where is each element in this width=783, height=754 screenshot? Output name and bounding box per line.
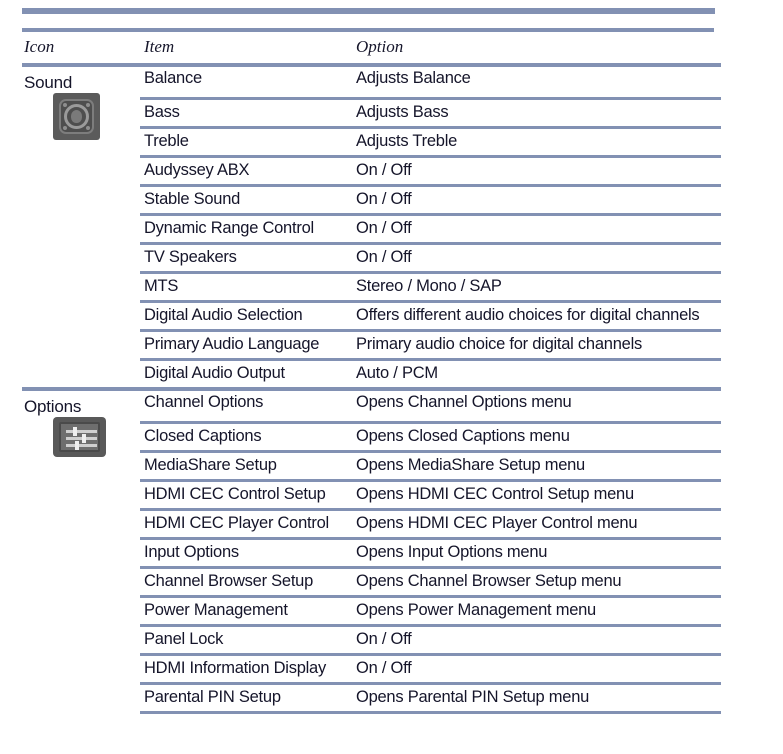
cell-icon-column: [22, 537, 140, 546]
options-sliders-icon: [53, 417, 106, 457]
section-divider: [22, 63, 721, 67]
speaker-screw: [86, 103, 90, 107]
row-divider: [140, 450, 721, 453]
row-divider: [140, 358, 721, 361]
cell-item: HDMI Information Display: [144, 659, 326, 677]
table-body: [22, 63, 721, 721]
table-row[interactable]: [22, 653, 721, 682]
cell-option: Offers different audio choices for digital channels: [356, 306, 700, 324]
cell-icon-column: [22, 358, 140, 367]
cell-option: Stereo / Mono / SAP: [356, 277, 502, 295]
row-divider: [140, 155, 721, 158]
table-section: [22, 387, 721, 721]
cell-option: On / Off: [356, 161, 412, 179]
cell-item: Power Management: [144, 601, 288, 619]
sound-speaker-icon: [53, 93, 100, 140]
table-row[interactable]: [22, 329, 721, 358]
table-row[interactable]: [22, 97, 721, 126]
cell-icon-column: [22, 300, 140, 309]
slider-knob: [82, 434, 86, 443]
row-divider: [140, 213, 721, 216]
row-divider: [140, 300, 721, 303]
slider-knob: [73, 427, 77, 436]
table-row[interactable]: [22, 155, 721, 184]
cell-option: On / Off: [356, 219, 412, 237]
cell-item: Channel Browser Setup: [144, 572, 314, 590]
table-row[interactable]: [22, 358, 721, 387]
cell-icon-column: [22, 508, 140, 517]
row-divider: [140, 126, 721, 129]
cell-item: TV Speakers: [144, 248, 237, 266]
cell-item: Dynamic Range Control: [144, 219, 314, 237]
table-row[interactable]: [22, 566, 721, 595]
table-row[interactable]: [22, 271, 721, 300]
speaker-screw: [63, 126, 67, 130]
table-row[interactable]: [22, 450, 721, 479]
section-divider: [22, 387, 721, 391]
row-divider: [140, 271, 721, 274]
table-row[interactable]: [22, 537, 721, 566]
section-label: Options: [24, 397, 82, 416]
table-row[interactable]: [22, 508, 721, 537]
row-divider: [140, 479, 721, 482]
cell-icon-column: [22, 184, 140, 193]
cell-icon-column: [22, 387, 140, 421]
table-row[interactable]: [22, 479, 721, 508]
cell-item: Closed Captions: [144, 427, 262, 445]
cell-icon-column: [22, 271, 140, 280]
cell-option: Primary audio choice for digital channels: [356, 335, 642, 353]
cell-item: Input Options: [144, 543, 239, 561]
row-divider: [140, 421, 721, 424]
row-divider: [140, 329, 721, 332]
cell-option: On / Off: [356, 659, 412, 677]
slider-track: [66, 430, 97, 433]
table-row[interactable]: [22, 126, 721, 155]
cell-item: Panel Lock: [144, 630, 224, 648]
table-row[interactable]: [22, 184, 721, 213]
speaker-screw: [86, 126, 90, 130]
cell-icon-column: [22, 653, 140, 662]
cell-item: Stable Sound: [144, 190, 241, 208]
cell-option: On / Off: [356, 190, 412, 208]
cell-option: Opens Channel Options menu: [356, 393, 572, 411]
column-header-icon: Icon: [24, 37, 55, 56]
table-bottom-rule: [140, 711, 721, 714]
table-header-row: [22, 32, 721, 63]
cell-option: Opens HDMI CEC Control Setup menu: [356, 485, 634, 503]
table-row[interactable]: [22, 595, 721, 624]
cell-icon-column: [22, 595, 140, 604]
slider-track: [66, 444, 97, 447]
speaker-screw: [63, 103, 67, 107]
options-panel: [59, 422, 100, 452]
slider-knob: [75, 441, 79, 450]
cell-item: Balance: [144, 69, 202, 87]
cell-option: On / Off: [356, 248, 412, 266]
cell-item: HDMI CEC Player Control: [144, 514, 329, 532]
cell-option: Adjusts Treble: [356, 132, 458, 150]
cell-option: Adjusts Bass: [356, 103, 449, 121]
cell-option: Opens Channel Browser Setup menu: [356, 572, 622, 590]
cell-item: MTS: [144, 277, 179, 295]
cell-icon-column: [22, 63, 140, 97]
cell-icon-column: [22, 329, 140, 338]
table-row[interactable]: [22, 421, 721, 450]
table-bottom-rule-row: [22, 711, 721, 721]
cell-item: Channel Options: [144, 393, 264, 411]
cell-icon-column: [22, 242, 140, 251]
cell-item: HDMI CEC Control Setup: [144, 485, 326, 503]
table-row[interactable]: [22, 387, 721, 421]
cell-option: Opens Closed Captions menu: [356, 427, 570, 445]
top-rule-thick: [22, 8, 715, 14]
cell-option: Auto / PCM: [356, 364, 438, 382]
sound-speaker-icon-glyph: [53, 93, 100, 140]
cell-item: MediaShare Setup: [144, 456, 277, 474]
cell-item: Primary Audio Language: [144, 335, 320, 353]
row-divider: [140, 653, 721, 656]
row-divider: [140, 242, 721, 245]
table-row[interactable]: [22, 682, 721, 711]
column-header-option: Option: [356, 37, 404, 56]
cell-icon-column: [22, 566, 140, 575]
column-header-item: Item: [144, 37, 175, 56]
section-label: Sound: [24, 73, 73, 92]
row-divider: [140, 184, 721, 187]
row-divider: [140, 595, 721, 598]
cell-icon-column: [22, 213, 140, 222]
cell-option: Opens Input Options menu: [356, 543, 548, 561]
cell-item: Parental PIN Setup: [144, 688, 281, 706]
settings-table: [22, 32, 721, 721]
row-divider: [140, 537, 721, 540]
cell-item: Audyssey ABX: [144, 161, 250, 179]
cell-option: Opens Power Management menu: [356, 601, 596, 619]
table-row[interactable]: [22, 63, 721, 97]
cell-item: Treble: [144, 132, 189, 150]
cell-item: Digital Audio Output: [144, 364, 285, 382]
cell-option: Opens MediaShare Setup menu: [356, 456, 585, 474]
cell-option: Opens Parental PIN Setup menu: [356, 688, 590, 706]
cell-icon-column: [22, 682, 140, 691]
row-divider: [140, 624, 721, 627]
cell-icon-column: [22, 155, 140, 164]
cell-item: Digital Audio Selection: [144, 306, 303, 324]
options-sliders-icon-glyph: [53, 417, 106, 457]
cell-icon-column: [22, 624, 140, 633]
cell-option: On / Off: [356, 630, 412, 648]
row-divider: [140, 566, 721, 569]
speaker-cone: [71, 110, 82, 123]
cell-icon-column: [22, 479, 140, 488]
table-row[interactable]: [22, 300, 721, 329]
row-divider: [140, 508, 721, 511]
row-divider: [140, 682, 721, 685]
cell-option: Adjusts Balance: [356, 69, 471, 87]
cell-option: Opens HDMI CEC Player Control menu: [356, 514, 638, 532]
table-row[interactable]: [22, 624, 721, 653]
table-row[interactable]: [22, 242, 721, 271]
cell-item: Bass: [144, 103, 180, 121]
table-row[interactable]: [22, 213, 721, 242]
row-divider: [140, 97, 721, 100]
table-section: [22, 63, 721, 387]
